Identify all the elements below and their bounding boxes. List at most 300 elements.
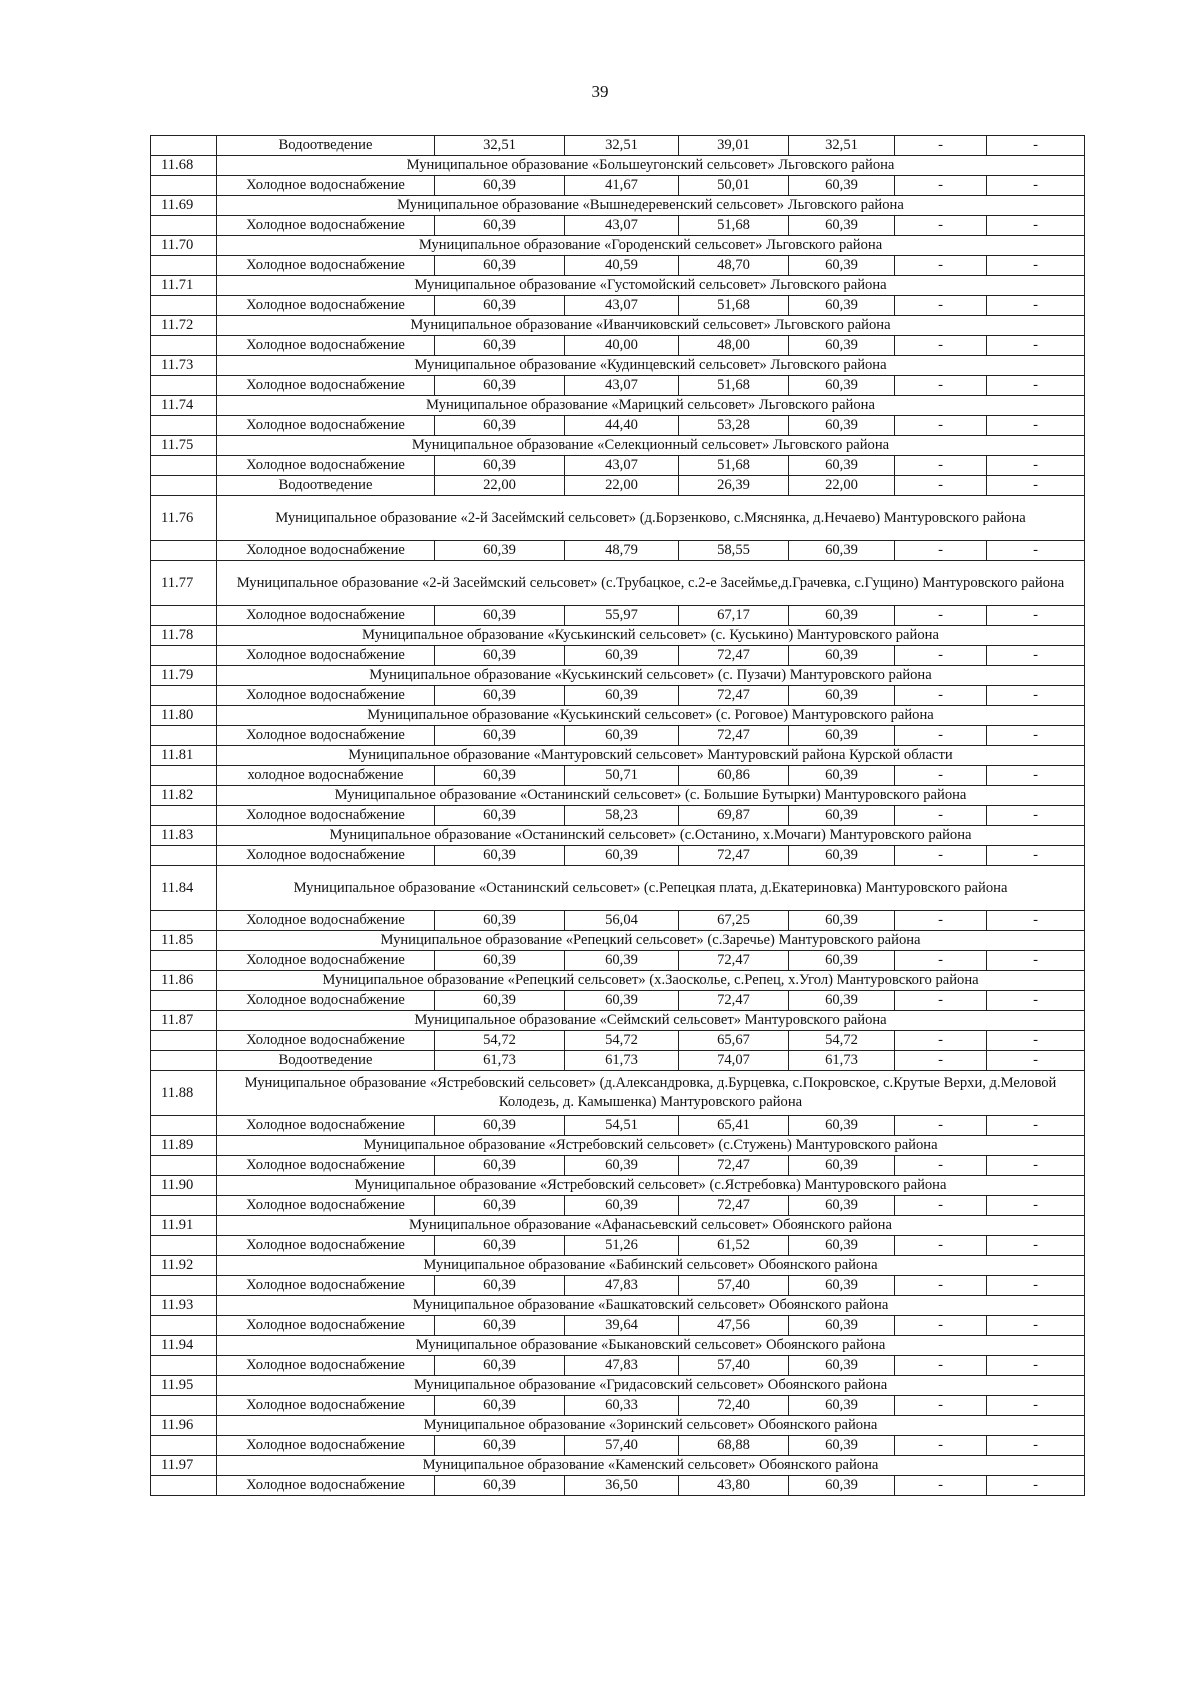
tariff-value-cell: - (987, 1356, 1085, 1376)
row-number-cell (151, 1031, 217, 1051)
tariff-value-cell: 32,51 (565, 136, 679, 156)
tariff-value-cell: - (895, 216, 987, 236)
municipality-heading-row (151, 316, 1085, 336)
service-name-cell: Холодное водоснабжение (217, 606, 435, 626)
tariff-value-cell: 43,07 (565, 296, 679, 316)
tariff-value-cell: - (895, 1396, 987, 1416)
service-name-cell: Холодное водоснабжение (217, 806, 435, 826)
tariff-value-cell: 60,39 (435, 606, 565, 626)
tariff-value-cell: 60,39 (435, 216, 565, 236)
service-name-cell: Холодное водоснабжение (217, 1276, 435, 1296)
table-row (151, 1116, 1085, 1136)
municipality-heading: Муниципальное образование «Иванчиковский сельсовет» Льговского района (217, 316, 1085, 336)
row-number-cell: 11.80 (151, 706, 217, 726)
tariff-value-cell: 60,39 (789, 456, 895, 476)
tariff-value-cell: 60,39 (789, 1156, 895, 1176)
tariff-value-cell: 60,39 (565, 646, 679, 666)
tariff-value-cell: - (895, 1476, 987, 1496)
table-row (151, 136, 1085, 156)
service-name-cell: Холодное водоснабжение (217, 1236, 435, 1256)
tariff-value-cell: 60,39 (565, 846, 679, 866)
row-number-cell (151, 951, 217, 971)
row-number-cell: 11.86 (151, 971, 217, 991)
row-number-cell: 11.69 (151, 196, 217, 216)
table-row (151, 216, 1085, 236)
tariff-value-cell: 43,07 (565, 216, 679, 236)
tariff-value-cell: 60,39 (789, 1236, 895, 1256)
row-number-cell (151, 376, 217, 396)
tariff-value-cell: 60,39 (789, 376, 895, 396)
row-number-cell (151, 456, 217, 476)
municipality-heading: Муниципальное образование «2-й Засеймский сельсовет» (с.Трубацкое, с.2-е Засеймье,д.Грачевка, с.Гущино) Мантуровского района (217, 561, 1085, 606)
service-name-cell: Водоотведение (217, 136, 435, 156)
tariff-value-cell: 65,67 (679, 1031, 789, 1051)
service-name-cell: Холодное водоснабжение (217, 1316, 435, 1336)
page-number: 39 (591, 82, 609, 101)
service-name-cell: холодное водоснабжение (217, 766, 435, 786)
tariff-value-cell: - (987, 456, 1085, 476)
tariff-value-cell: 60,39 (789, 1116, 895, 1136)
tariff-value-cell: 60,39 (789, 951, 895, 971)
table-row (151, 1196, 1085, 1216)
municipality-heading: Муниципальное образование «Мантуровский сельсовет» Мантуровский района Курской области (217, 746, 1085, 766)
tariff-value-cell: - (987, 256, 1085, 276)
tariff-value-cell: 60,39 (435, 1196, 565, 1216)
service-name-cell: Холодное водоснабжение (217, 1196, 435, 1216)
tariff-value-cell: 69,87 (679, 806, 789, 826)
tariff-value-cell: - (987, 726, 1085, 746)
tariff-value-cell: 51,26 (565, 1236, 679, 1256)
tariff-value-cell: 60,39 (565, 991, 679, 1011)
municipality-heading-row (151, 786, 1085, 806)
tariff-value-cell: - (987, 416, 1085, 436)
table-body (151, 136, 1085, 1496)
tariff-value-cell: 43,07 (565, 376, 679, 396)
service-name-cell: Холодное водоснабжение (217, 1356, 435, 1376)
tariff-value-cell: 72,47 (679, 951, 789, 971)
row-number-cell (151, 1356, 217, 1376)
municipality-heading: Муниципальное образование «Ястребовский сельсовет» (с.Стужень) Мантуровского района (217, 1136, 1085, 1156)
tariff-value-cell: 68,88 (679, 1436, 789, 1456)
municipality-heading: Муниципальное образование «Репецкий сельсовет» (х.Заосколье, с.Репец, х.Угол) Мантуровского района (217, 971, 1085, 991)
row-number-cell (151, 476, 217, 496)
table-row (151, 846, 1085, 866)
tariff-value-cell: - (987, 1156, 1085, 1176)
row-number-cell: 11.75 (151, 436, 217, 456)
service-name-cell: Холодное водоснабжение (217, 1396, 435, 1416)
municipality-heading-row (151, 496, 1085, 541)
tariff-value-cell: - (987, 1316, 1085, 1336)
row-number-cell: 11.89 (151, 1136, 217, 1156)
municipality-heading: Муниципальное образование «Городенский сельсовет» Льговского района (217, 236, 1085, 256)
row-number-cell (151, 606, 217, 626)
municipality-heading: Муниципальное образование «Ястребовский сельсовет» (д.Александровка, д.Бурцевка, с.Покровское, с.Крутые Верхи, д.Меловой Колодезь, д. Камышенка) Мантуровского района (217, 1071, 1085, 1116)
row-number-cell: 11.94 (151, 1336, 217, 1356)
tariff-value-cell: 60,39 (789, 296, 895, 316)
service-name-cell: Водоотведение (217, 1051, 435, 1071)
tariff-value-cell: - (987, 136, 1085, 156)
row-number-cell (151, 846, 217, 866)
tariff-value-cell: - (987, 1116, 1085, 1136)
tariff-value-cell: 60,39 (435, 296, 565, 316)
tariff-value-cell: - (895, 646, 987, 666)
tariff-value-cell: - (895, 1236, 987, 1256)
tariff-value-cell: 60,39 (789, 766, 895, 786)
municipality-heading: Муниципальное образование «Куськинский сельсовет» (с. Роговое) Мантуровского района (217, 706, 1085, 726)
tariff-value-cell: - (895, 541, 987, 561)
tariff-value-cell: - (895, 1051, 987, 1071)
service-name-cell: Водоотведение (217, 476, 435, 496)
municipality-heading-row (151, 626, 1085, 646)
tariff-value-cell: 60,39 (789, 646, 895, 666)
tariff-value-cell: 60,39 (435, 766, 565, 786)
row-number-cell: 11.87 (151, 1011, 217, 1031)
municipality-heading-row (151, 706, 1085, 726)
tariff-value-cell: - (987, 1396, 1085, 1416)
tariff-value-cell: 60,39 (789, 216, 895, 236)
tariff-value-cell: - (895, 686, 987, 706)
tariff-value-cell: 51,68 (679, 216, 789, 236)
row-number-cell: 11.79 (151, 666, 217, 686)
tariff-value-cell: 67,25 (679, 911, 789, 931)
tariff-value-cell: 72,40 (679, 1396, 789, 1416)
tariff-value-cell: 60,39 (435, 726, 565, 746)
tariff-value-cell: 60,39 (565, 686, 679, 706)
service-name-cell: Холодное водоснабжение (217, 951, 435, 971)
municipality-heading-row (151, 561, 1085, 606)
row-number-cell: 11.95 (151, 1376, 217, 1396)
tariff-value-cell: - (987, 911, 1085, 931)
table-row (151, 726, 1085, 746)
tariff-value-cell: 60,39 (565, 726, 679, 746)
municipality-heading-row (151, 236, 1085, 256)
tariff-value-cell: - (895, 911, 987, 931)
row-number-cell (151, 1276, 217, 1296)
tariff-value-cell: 54,51 (565, 1116, 679, 1136)
table-row (151, 256, 1085, 276)
municipality-heading: Муниципальное образование «Останинский сельсовет» (с.Останино, х.Мочаги) Мантуровского района (217, 826, 1085, 846)
municipality-heading: Муниципальное образование «Останинский сельсовет» (с. Большие Бутырки) Мантуровского района (217, 786, 1085, 806)
table-row (151, 1276, 1085, 1296)
tariff-value-cell: 60,39 (435, 1316, 565, 1336)
tariff-value-cell: 61,73 (435, 1051, 565, 1071)
tariff-value-cell: 22,00 (789, 476, 895, 496)
municipality-heading-row (151, 1296, 1085, 1316)
tariff-value-cell: 72,47 (679, 991, 789, 1011)
row-number-cell: 11.83 (151, 826, 217, 846)
tariff-value-cell: - (987, 296, 1085, 316)
tariff-value-cell: 36,50 (565, 1476, 679, 1496)
tariff-value-cell: 48,79 (565, 541, 679, 561)
tariff-value-cell: 40,59 (565, 256, 679, 276)
tariff-value-cell: 60,39 (789, 256, 895, 276)
municipality-heading-row (151, 1136, 1085, 1156)
tariff-value-cell: - (987, 606, 1085, 626)
tariff-value-cell: - (987, 1031, 1085, 1051)
tariff-value-cell: 65,41 (679, 1116, 789, 1136)
tariff-value-cell: 60,39 (789, 1396, 895, 1416)
tariff-value-cell: - (895, 476, 987, 496)
table-row (151, 991, 1085, 1011)
tariff-value-cell: - (987, 1236, 1085, 1256)
row-number-cell: 11.84 (151, 866, 217, 911)
table-row (151, 911, 1085, 931)
tariff-value-cell: - (895, 846, 987, 866)
row-number-cell: 11.76 (151, 496, 217, 541)
municipality-heading-row (151, 356, 1085, 376)
tariff-value-cell: 32,51 (435, 136, 565, 156)
tariff-value-cell: 60,39 (435, 256, 565, 276)
tariff-value-cell: 60,39 (789, 416, 895, 436)
tariff-value-cell: 72,47 (679, 726, 789, 746)
service-name-cell: Холодное водоснабжение (217, 646, 435, 666)
row-number-cell: 11.78 (151, 626, 217, 646)
service-name-cell: Холодное водоснабжение (217, 336, 435, 356)
tariff-value-cell: 60,39 (435, 1436, 565, 1456)
tariff-value-cell: 60,39 (435, 176, 565, 196)
tariff-value-cell: 60,33 (565, 1396, 679, 1416)
municipality-heading-row (151, 1256, 1085, 1276)
row-number-cell: 11.96 (151, 1416, 217, 1436)
tariff-value-cell: 43,80 (679, 1476, 789, 1496)
service-name-cell: Холодное водоснабжение (217, 416, 435, 436)
municipality-heading: Муниципальное образование «Гридасовский сельсовет» Обоянского района (217, 1376, 1085, 1396)
tariff-value-cell: 72,47 (679, 686, 789, 706)
municipality-heading-row (151, 1376, 1085, 1396)
municipality-heading: Муниципальное образование «Башкатовский сельсовет» Обоянского района (217, 1296, 1085, 1316)
tariff-value-cell: - (895, 726, 987, 746)
tariff-value-cell: 32,51 (789, 136, 895, 156)
tariff-value-cell: 60,39 (435, 806, 565, 826)
tariff-value-cell: 53,28 (679, 416, 789, 436)
tariff-value-cell: 50,01 (679, 176, 789, 196)
tariff-value-cell: - (987, 376, 1085, 396)
tariff-value-cell: - (987, 1276, 1085, 1296)
table-row (151, 416, 1085, 436)
tariff-value-cell: - (987, 951, 1085, 971)
row-number-cell (151, 296, 217, 316)
tariff-value-cell: 61,73 (565, 1051, 679, 1071)
row-number-cell: 11.77 (151, 561, 217, 606)
table-row (151, 541, 1085, 561)
tariff-value-cell: 51,68 (679, 376, 789, 396)
municipality-heading-row (151, 666, 1085, 686)
municipality-heading-row (151, 1071, 1085, 1116)
municipality-heading-row (151, 396, 1085, 416)
tariff-value-cell: 67,17 (679, 606, 789, 626)
tariff-value-cell: 60,39 (789, 176, 895, 196)
tariff-value-cell: 72,47 (679, 846, 789, 866)
service-name-cell: Холодное водоснабжение (217, 256, 435, 276)
tariff-value-cell: 60,39 (789, 1316, 895, 1336)
table-row (151, 1396, 1085, 1416)
tariff-value-cell: 60,39 (435, 911, 565, 931)
tariff-value-cell: 60,39 (789, 541, 895, 561)
municipality-heading-row (151, 196, 1085, 216)
municipality-heading: Муниципальное образование «Репецкий сельсовет» (с.Заречье) Мантуровского района (217, 931, 1085, 951)
municipality-heading-row (151, 1216, 1085, 1236)
tariff-value-cell: 60,39 (435, 336, 565, 356)
tariff-value-cell: 48,00 (679, 336, 789, 356)
tariff-value-cell: - (895, 766, 987, 786)
tariff-value-cell: - (987, 216, 1085, 236)
row-number-cell: 11.71 (151, 276, 217, 296)
service-name-cell: Холодное водоснабжение (217, 726, 435, 746)
municipality-heading: Муниципальное образование «Останинский сельсовет» (с.Репецкая плата, д.Екатериновка) Мантуровского района (217, 866, 1085, 911)
municipality-heading: Муниципальное образование «Бабинский сельсовет» Обоянского района (217, 1256, 1085, 1276)
table-row (151, 606, 1085, 626)
tariff-value-cell: 60,39 (435, 456, 565, 476)
tariff-value-cell: - (987, 646, 1085, 666)
tariff-value-cell: 60,39 (435, 376, 565, 396)
municipality-heading-row (151, 436, 1085, 456)
service-name-cell: Холодное водоснабжение (217, 456, 435, 476)
row-number-cell (151, 256, 217, 276)
tariff-value-cell: 61,52 (679, 1236, 789, 1256)
municipality-heading-row (151, 1336, 1085, 1356)
table-row (151, 336, 1085, 356)
tariff-value-cell: 60,39 (435, 686, 565, 706)
tariff-value-cell: - (987, 846, 1085, 866)
municipality-heading-row (151, 971, 1085, 991)
table-row (151, 646, 1085, 666)
municipality-heading: Муниципальное образование «Афанасьевский сельсовет» Обоянского района (217, 1216, 1085, 1236)
row-number-cell (151, 1476, 217, 1496)
table-row (151, 1356, 1085, 1376)
row-number-cell: 11.97 (151, 1456, 217, 1476)
tariff-value-cell: 47,83 (565, 1276, 679, 1296)
tariff-value-cell: 60,39 (789, 991, 895, 1011)
row-number-cell (151, 416, 217, 436)
tariff-value-cell: 43,07 (565, 456, 679, 476)
row-number-cell: 11.92 (151, 1256, 217, 1276)
municipality-heading: Муниципальное образование «Куськинский сельсовет» (с. Куськино) Мантуровского района (217, 626, 1085, 646)
row-number-cell (151, 136, 217, 156)
table-row (151, 1031, 1085, 1051)
row-number-cell: 11.93 (151, 1296, 217, 1316)
service-name-cell: Холодное водоснабжение (217, 296, 435, 316)
tariff-value-cell: - (895, 1031, 987, 1051)
tariff-value-cell: 60,39 (435, 1116, 565, 1136)
table-row (151, 1476, 1085, 1496)
row-number-cell: 11.85 (151, 931, 217, 951)
tariff-value-cell: - (895, 806, 987, 826)
tariff-value-cell: 60,39 (789, 1276, 895, 1296)
table-row (151, 1316, 1085, 1336)
service-name-cell: Холодное водоснабжение (217, 541, 435, 561)
tariff-value-cell: - (895, 176, 987, 196)
tariff-value-cell: 72,47 (679, 1156, 789, 1176)
tariff-value-cell: - (987, 1476, 1085, 1496)
municipality-heading: Муниципальное образование «Селекционный сельсовет» Льговского района (217, 436, 1085, 456)
municipality-heading: Муниципальное образование «Кудинцевский сельсовет» Льговского района (217, 356, 1085, 376)
municipality-heading-row (151, 746, 1085, 766)
municipality-heading-row (151, 1416, 1085, 1436)
tariff-value-cell: 60,39 (435, 1276, 565, 1296)
tariff-value-cell: - (987, 806, 1085, 826)
table-row (151, 1436, 1085, 1456)
municipality-heading: Муниципальное образование «Зоринский сельсовет» Обоянского района (217, 1416, 1085, 1436)
row-number-cell (151, 726, 217, 746)
row-number-cell (151, 806, 217, 826)
tariff-value-cell: 60,86 (679, 766, 789, 786)
row-number-cell (151, 911, 217, 931)
tariff-value-cell: 60,39 (565, 1196, 679, 1216)
tariff-value-cell: - (895, 1316, 987, 1336)
row-number-cell (151, 991, 217, 1011)
tariff-value-cell: 60,39 (435, 1476, 565, 1496)
municipality-heading: Муниципальное образование «Куськинский сельсовет» (с. Пузачи) Мантуровского района (217, 666, 1085, 686)
tariff-value-cell: 57,40 (679, 1356, 789, 1376)
tariff-value-cell: 60,39 (789, 846, 895, 866)
municipality-heading-row (151, 156, 1085, 176)
service-name-cell: Холодное водоснабжение (217, 911, 435, 931)
table-row (151, 296, 1085, 316)
tariff-value-cell: - (987, 176, 1085, 196)
row-number-cell (151, 1196, 217, 1216)
municipality-heading-row (151, 276, 1085, 296)
tariff-value-cell: - (895, 256, 987, 276)
tariff-value-cell: - (895, 1276, 987, 1296)
municipality-heading-row (151, 826, 1085, 846)
table-row (151, 686, 1085, 706)
tariff-value-cell: 60,39 (435, 846, 565, 866)
table-row (151, 1051, 1085, 1071)
tariff-value-cell: 39,64 (565, 1316, 679, 1336)
tariff-value-cell: 58,23 (565, 806, 679, 826)
tariff-value-cell: 60,39 (565, 951, 679, 971)
municipality-heading-row (151, 866, 1085, 911)
row-number-cell (151, 1051, 217, 1071)
tariff-value-cell: 56,04 (565, 911, 679, 931)
tariff-value-cell: - (895, 416, 987, 436)
municipality-heading: Муниципальное образование «Каменский сельсовет» Обоянского района (217, 1456, 1085, 1476)
tariff-value-cell: 60,39 (435, 1156, 565, 1176)
service-name-cell: Холодное водоснабжение (217, 1436, 435, 1456)
service-name-cell: Холодное водоснабжение (217, 686, 435, 706)
service-name-cell: Холодное водоснабжение (217, 991, 435, 1011)
tariff-value-cell: - (895, 991, 987, 1011)
tariff-value-cell: 60,39 (789, 1436, 895, 1456)
tariff-value-cell: 72,47 (679, 646, 789, 666)
tariff-value-cell: - (987, 686, 1085, 706)
tariff-value-cell: 60,39 (435, 991, 565, 1011)
tariff-value-cell: 60,39 (435, 1396, 565, 1416)
tariff-value-cell: 22,00 (565, 476, 679, 496)
tariff-value-cell: 57,40 (679, 1276, 789, 1296)
tariff-value-cell: 54,72 (565, 1031, 679, 1051)
tariff-value-cell: - (987, 476, 1085, 496)
tariff-value-cell: - (987, 766, 1085, 786)
municipality-heading-row (151, 1011, 1085, 1031)
tariff-value-cell: 57,40 (565, 1436, 679, 1456)
tariff-value-cell: 55,97 (565, 606, 679, 626)
tariff-value-cell: 58,55 (679, 541, 789, 561)
table-row (151, 951, 1085, 971)
tariff-value-cell: 60,39 (789, 1476, 895, 1496)
tariff-value-cell: 60,39 (435, 951, 565, 971)
municipality-heading: Муниципальное образование «Густомойский сельсовет» Льговского района (217, 276, 1085, 296)
row-number-cell (151, 336, 217, 356)
row-number-cell: 11.68 (151, 156, 217, 176)
municipality-heading: Муниципальное образование «2-й Засеймский сельсовет» (д.Борзенково, с.Мяснянка, д.Нечаево) Мантуровского района (217, 496, 1085, 541)
service-name-cell: Холодное водоснабжение (217, 216, 435, 236)
tariff-value-cell: - (987, 1196, 1085, 1216)
tariff-value-cell: 60,39 (789, 726, 895, 746)
row-number-cell (151, 766, 217, 786)
tariff-value-cell: - (895, 1116, 987, 1136)
row-number-cell: 11.81 (151, 746, 217, 766)
